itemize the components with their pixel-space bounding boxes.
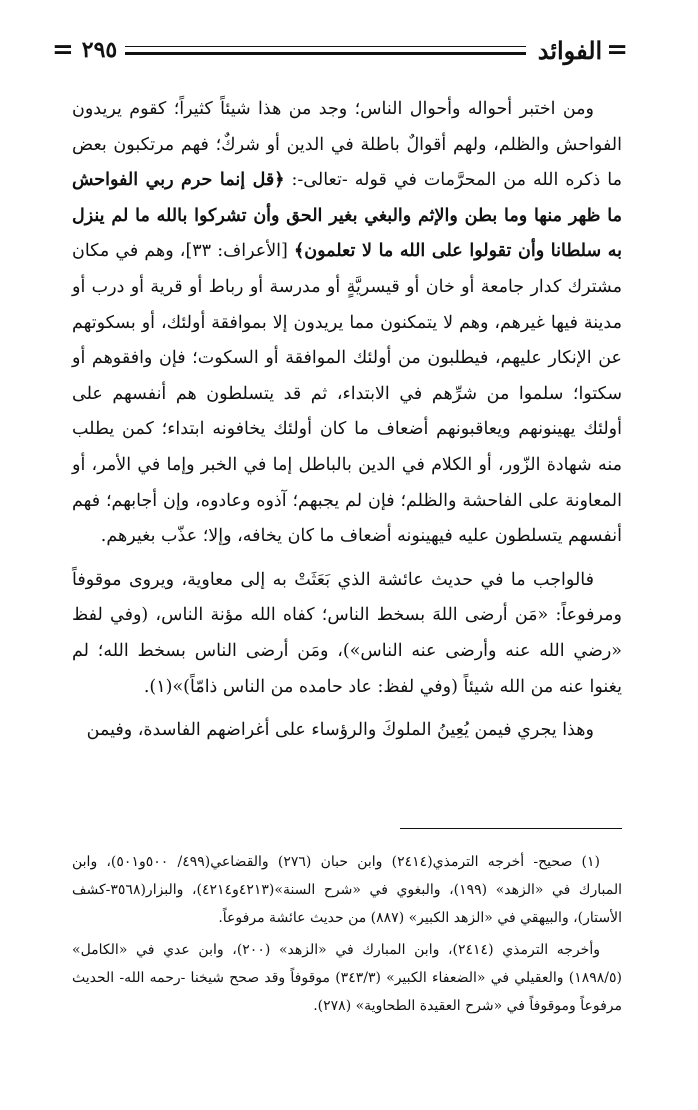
quran-verse: ﴿قل إنما حرم ربي الفواحش ما ظهر منها وما بطن والإثم والبغي بغير الحق وأن تشركوا بالله ما لم ينزل به سلطانا وأن تقولوا على الله ما لا تعلمون﴾ xyxy=(72,170,623,262)
footnote-separator xyxy=(400,828,622,829)
paragraph xyxy=(72,563,622,705)
running-header xyxy=(52,30,628,70)
paragraph-text: وهذا يجري فيمن يُعِينُ الملوكَ والرؤساء على أغراضهم الفاسدة، وفيمن xyxy=(86,720,594,741)
header-dash-left: = xyxy=(52,35,74,65)
paragraph-text: ومن اختبر أحواله وأحوال الناس؛ وجد من هذا شيئاً كثيراً؛ كقوم يريدون الفواحش والظلم، ولهم أقوالٌ باطلة في الدين أو شركٌ؛ فهم مرتكبون بعض ما ذكره الله من المحرَّمات في قوله -تعالى-: xyxy=(72,99,622,191)
footnote-ref: (١). xyxy=(143,676,173,697)
footnote: وأخرجه الترمذي (٢٤١٤)، وابن المبارك في «الزهد» (٢٠٠)، وابن عدي في «الكامل» (١٨٩٨/٥) والعقيلي في «الضعفاء الكبير» (٣٤٣/٣) موقوفاً وقد صحح شيخنا -رحمه الله- الحديث مرفوعاً وموقوفاً في «شرح العقيدة الطحاوية» (٢٧٨). xyxy=(72,942,622,1014)
header-rule xyxy=(125,46,525,55)
footnotes xyxy=(72,848,622,1020)
page-number: ٢٩٥ xyxy=(81,37,118,63)
main-text xyxy=(72,92,622,749)
paragraph xyxy=(72,92,622,555)
header-title: الفوائد xyxy=(537,35,603,65)
footnote: (١) صحيح- أخرجه الترمذي(٢٤١٤) وابن حبان (٢٧٦) والقضاعي(٤٩٩/ ٥٠٠و٥٠١)، وابن المبارك في «الزهد» (١٩٩)، والبغوي في «شرح السنة»(٤٢١٣و٤٢١٤)، والبزار(٣٥٦٨-كشف الأستار)، والبيهقي في «الزهد الكبير» (٨٨٧) من حديث عائشة مرفوعاً. xyxy=(72,854,622,926)
paragraph xyxy=(72,713,622,749)
paragraph-text: فالواجب ما في حديث عائشة الذي بَعَثَتْ به إلى معاوية، ويروى موقوفاً ومرفوعاً: «مَن أرضى اللهَ بسخط الناس؛ كفاه الله مؤنة الناس، (وفي لفظ «رضي الله عنه وأرضى عنه الناس»)، ومَن أرضى الناس بسخط الله؛ لم يغنوا عنه من الله شيئاً (وفي لفظ: عاد حامده من الناس ذامّاً)» xyxy=(72,569,622,697)
paragraph-text: [الأعراف: ٣٣]، وهم في مكان مشترك كدار جامعة أو خان أو قيسريَّةٍ أو مدرسة أو رباط أو قرية أو درب أو مدينة فيها غيرهم، وهم لا يتمكنون مما يريدون إلا بموافقة أولئك، أو بسكوتهم عن الإنكار عليهم، فيطلبون من أولئك الموافقة أو السكوت؛ فإن وافقوهم أو سكتوا؛ سلموا من شرِّهم في الابتداء، ثم قد يتسلطون هم أنفسهم على أولئك يهينونهم ويعاقبونهم أضعاف ما كان أولئك يخافونه ابتداء؛ كمن يطلب منه شهادة الزّور، أو الكلام في الدين بالباطل إما في الخبر وإما في الأمر، أو المعاونة على الفاحشة والظلم؛ فإن لم يجبهم؛ آذوه وعادوه، وإن أجابهم؛ فهم أنفسهم يتسلطون عليه فيهينونه أضعاف ما كان يخافه، وإلا؛ عذّب بغيرهم. xyxy=(72,241,622,547)
header-dash-right: = xyxy=(606,35,628,65)
